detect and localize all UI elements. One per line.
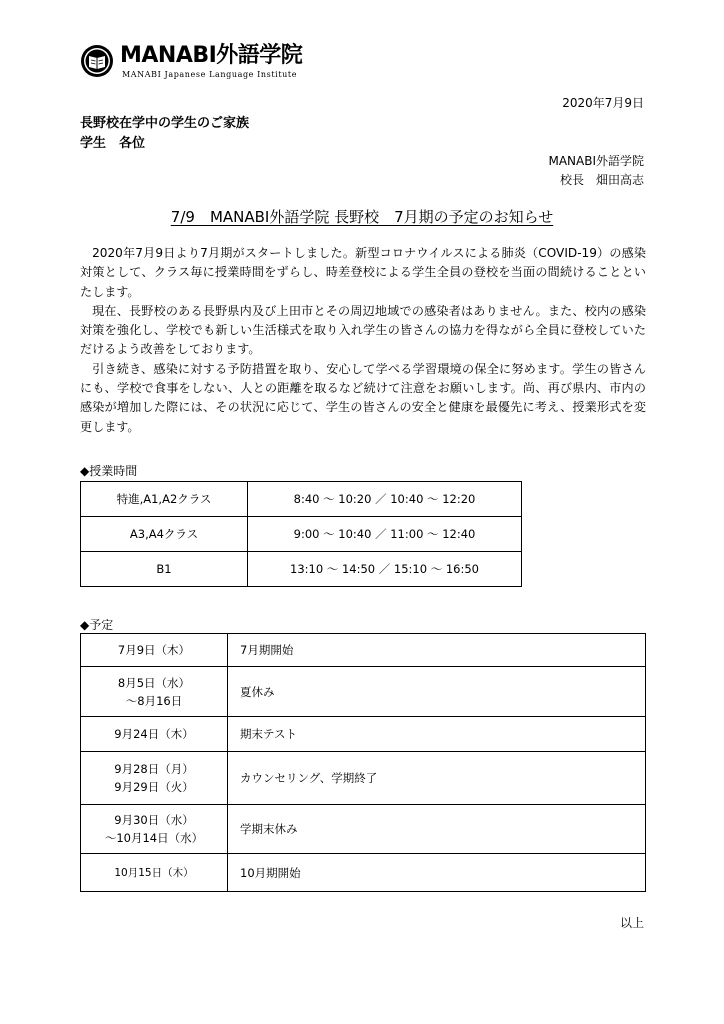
event-cell: 10月期開始	[228, 854, 646, 892]
date-line-1: 9月24日（木）	[114, 727, 194, 741]
event-cell: カウンセリング、学期終了	[228, 752, 646, 805]
table-row	[81, 634, 646, 667]
date-cell	[81, 717, 228, 752]
class-cell: 特進,A1,A2クラス	[81, 482, 248, 517]
date-cell	[81, 752, 228, 805]
date-cell	[81, 667, 228, 717]
sender-person: 校長 畑田高志	[559, 173, 644, 187]
date-line-1: 7月9日（木）	[117, 643, 191, 657]
logo-subtitle: MANABI Japanese Language Institute	[122, 70, 298, 79]
body-text	[80, 244, 646, 437]
document-title: 7/9 MANABI外語学院 長野校 7月期の予定のお知らせ	[170, 208, 554, 226]
schedule-table	[80, 633, 646, 892]
book-emblem-icon	[80, 44, 114, 78]
date-line-1: 8月5日（水）	[117, 675, 191, 690]
class-times-label: ◆授業時間	[80, 464, 138, 478]
logo-name: MANABI外語学院	[120, 43, 303, 68]
date-line-2: ～10月14日（水）	[104, 831, 204, 845]
date-line-2: 9月29日（火）	[114, 780, 194, 794]
addressee-line-1: 長野校在学中の学生のご家族	[80, 116, 250, 131]
table-row	[81, 805, 646, 854]
date-cell	[81, 805, 228, 854]
schedule-label: ◆予定	[80, 618, 114, 632]
table-row	[81, 552, 522, 587]
school-logo	[80, 43, 380, 83]
table-row	[81, 667, 646, 717]
date-line-1: 9月30日（水）	[114, 813, 194, 827]
class-cell: A3,A4クラス	[81, 517, 248, 552]
event-cell: 7月期開始	[228, 634, 646, 667]
table-row	[81, 752, 646, 805]
table-row	[81, 482, 522, 517]
class-cell: B1	[81, 552, 248, 587]
time-cell: 8:40 ～ 10:20 ／ 10:40 ～ 12:20	[248, 482, 522, 517]
addressee-line-2: 学生 各位	[80, 136, 146, 151]
time-cell: 9:00 ～ 10:40 ／ 11:00 ～ 12:40	[248, 517, 522, 552]
event-cell: 夏休み	[228, 667, 646, 717]
date-line-1: 9月28日（月）	[114, 762, 194, 776]
table-row	[81, 517, 522, 552]
paragraph: 2020年7月9日より7月期がスタートしました。新型コロナウイルスによる肺炎（COVID-19）の感染対策として、クラス毎に授業時間をずらし、時差登校による学生全員の登校を当面の間続けることといたします。	[80, 246, 646, 299]
date-cell	[81, 854, 228, 892]
event-cell: 期末テスト	[228, 717, 646, 752]
closing-mark: 以上	[619, 916, 644, 930]
paragraph: 現在、長野校のある長野県内及び上田市とその周辺地域での感染者はありません。また、校内の感染対策を強化し、学校でも新しい生活様式を取り入れ学生の皆さんの協力を得ながら全員に登校していただけるよう改善をしております。	[80, 303, 646, 357]
time-cell: 13:10 ～ 14:50 ／ 15:10 ～ 16:50	[248, 552, 522, 587]
date-cell	[81, 634, 228, 667]
date-line-1: 10月15日（木）	[114, 866, 194, 879]
table-row	[81, 717, 646, 752]
document-date: 2020年7月9日	[562, 96, 644, 110]
sender-organization: MANABI外語学院	[548, 154, 644, 168]
date-line-2: ～8月16日	[125, 693, 183, 708]
event-cell: 学期末休み	[228, 805, 646, 854]
table-row	[81, 854, 646, 892]
paragraph: 引き続き、感染に対する予防措置を取り、安心して学べる学習環境の保全に努めます。学生の皆さんにも、学校で食事をしない、人との距離を取るなど続けて注意をお願いします。尚、再び県内、市内の感染が増加した際には、その状況に応じて、学生の皆さんの安全と健康を最優先に考え、授業形式を変更します。	[80, 361, 646, 434]
class-times-table	[80, 481, 522, 587]
